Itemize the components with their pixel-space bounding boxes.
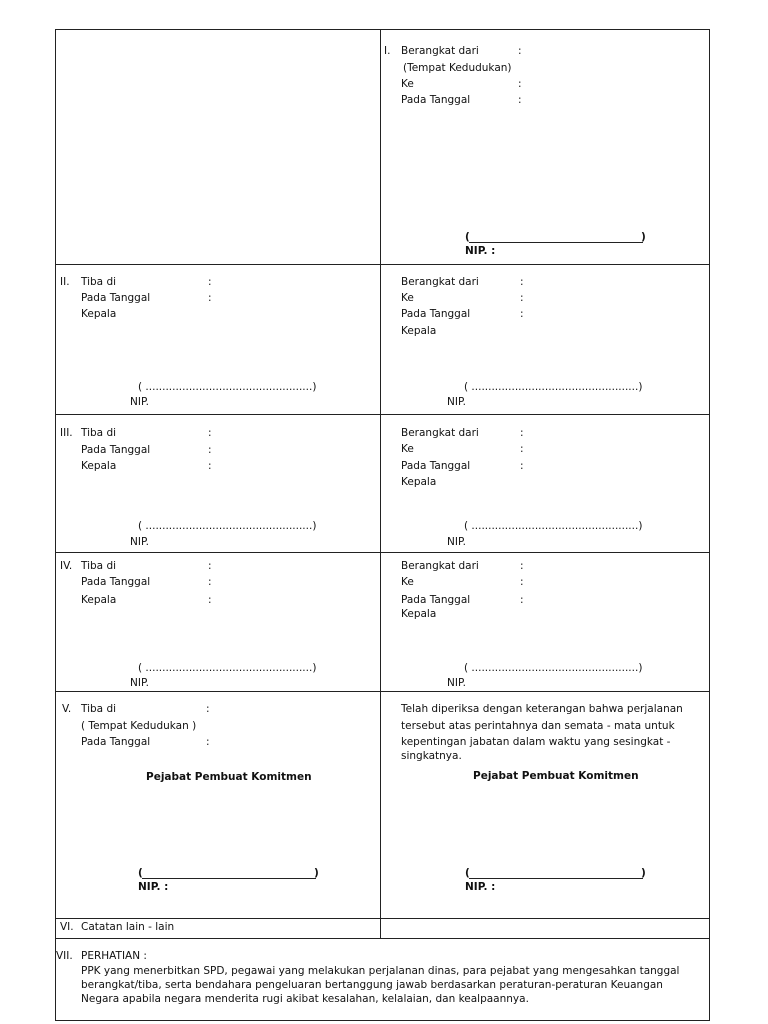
ke-label: Ke: [401, 292, 414, 304]
tanggal-label: Pada Tanggal: [81, 292, 151, 304]
tanggal-label: Pada Tanggal: [401, 594, 471, 606]
section-number: VII.: [56, 950, 73, 962]
nip-label: NIP. :: [465, 881, 496, 893]
catatan-label: Catatan lain - lain: [81, 921, 175, 933]
verification-text-line: kepentingan jabatan dalam waktu yang sesingkat -: [401, 736, 671, 748]
berangkat-label: Berangkat dari: [401, 45, 479, 57]
colon: :: [208, 427, 212, 439]
colon: :: [520, 460, 524, 472]
nip-label: NIP.: [447, 396, 466, 408]
colon: :: [208, 594, 212, 606]
kepala-label: Kepala: [401, 608, 437, 620]
signature-dots: ( ..................................................): [138, 381, 317, 393]
colon: :: [520, 292, 524, 304]
berangkat-label: Berangkat dari: [401, 276, 479, 288]
section-number: V.: [62, 703, 72, 715]
signature-dots: ( ..................................................): [464, 662, 643, 674]
colon: :: [520, 594, 524, 606]
notice-text-line: PPK yang menerbitkan SPD, pegawai yang melakukan perjalanan dinas, para pejabat yang mengesahkan tanggal: [81, 965, 680, 977]
verification-text-line: singkatnya.: [401, 750, 462, 762]
signature-close-paren: ): [314, 867, 319, 879]
signature-dots: ( ..................................................): [464, 520, 643, 532]
tanggal-label: Pada Tanggal: [81, 736, 151, 748]
nip-label: NIP.: [130, 396, 149, 408]
tiba-label: Tiba di: [81, 276, 117, 288]
nip-label: NIP.: [130, 677, 149, 689]
colon: :: [520, 276, 524, 288]
perhatian-label: PERHATIAN :: [81, 950, 147, 962]
signature-open-paren: (: [138, 867, 143, 879]
berangkat-label: Berangkat dari: [401, 427, 479, 439]
nip-label: NIP. :: [465, 245, 496, 257]
tiba-label: Tiba di: [81, 427, 117, 439]
tanggal-label: Pada Tanggal: [401, 460, 471, 472]
nip-label: NIP.: [447, 536, 466, 548]
row-divider: [56, 552, 709, 553]
colon: :: [208, 276, 212, 288]
row-divider: [56, 691, 709, 692]
signature-close-paren: ): [641, 867, 646, 879]
kepala-label: Kepala: [401, 325, 437, 337]
kepala-label: Kepala: [81, 308, 117, 320]
signature-close-paren: ): [641, 231, 646, 243]
verification-text-line: Telah diperiksa dengan keterangan bahwa perjalanan: [401, 703, 683, 715]
colon: :: [520, 560, 524, 572]
signature-line: [469, 242, 643, 243]
signature-dots: ( ..................................................): [138, 662, 317, 674]
colon: :: [520, 427, 524, 439]
notice-text-line: Negara apabila negara menderita rugi akibat kesalahan, kelalaian, dan kealpaannya.: [81, 993, 529, 1005]
ke-label: Ke: [401, 78, 414, 90]
tanggal-label: Pada Tanggal: [81, 444, 151, 456]
tempat-kedudukan-label: ( Tempat Kedudukan ): [81, 720, 197, 732]
ke-label: Ke: [401, 576, 414, 588]
colon: :: [520, 308, 524, 320]
row-divider: [56, 938, 709, 939]
colon: :: [208, 576, 212, 588]
colon: :: [208, 560, 212, 572]
nip-label: NIP.: [130, 536, 149, 548]
signature-line: [142, 878, 316, 879]
section-number: II.: [60, 276, 70, 288]
signature-dots: ( ..................................................): [464, 381, 643, 393]
colon: :: [208, 444, 212, 456]
row-divider: [56, 264, 709, 265]
colon: :: [518, 45, 522, 57]
colon: :: [208, 292, 212, 304]
colon: :: [206, 736, 210, 748]
tiba-label: Tiba di: [81, 703, 117, 715]
tanggal-label: Pada Tanggal: [81, 576, 151, 588]
section-number: IV.: [60, 560, 73, 572]
ke-label: Ke: [401, 443, 414, 455]
kepala-label: Kepala: [81, 460, 117, 472]
row-divider: [56, 414, 709, 415]
nip-label: NIP. :: [138, 881, 169, 893]
ppk-title: Pejabat Pembuat Komitmen: [146, 771, 312, 783]
signature-line: [469, 878, 643, 879]
section-number: VI.: [60, 921, 74, 933]
column-divider: [380, 30, 381, 938]
tanggal-label: Pada Tanggal: [401, 94, 471, 106]
tiba-label: Tiba di: [81, 560, 117, 572]
kepala-label: Kepala: [401, 476, 437, 488]
colon: :: [208, 460, 212, 472]
section-number: III.: [60, 427, 73, 439]
colon: :: [520, 576, 524, 588]
spd-form-table: [55, 29, 710, 1021]
colon: :: [518, 94, 522, 106]
colon: :: [206, 703, 210, 715]
nip-label: NIP.: [447, 677, 466, 689]
signature-open-paren: (: [465, 867, 470, 879]
ppk-title: Pejabat Pembuat Komitmen: [473, 770, 639, 782]
colon: :: [520, 443, 524, 455]
colon: :: [518, 78, 522, 90]
kepala-label: Kepala: [81, 594, 117, 606]
signature-open-paren: (: [465, 231, 470, 243]
row-divider: [56, 918, 709, 919]
tempat-kedudukan-label: (Tempat Kedudukan): [403, 62, 512, 74]
section-number: I.: [384, 45, 391, 57]
berangkat-label: Berangkat dari: [401, 560, 479, 572]
verification-text-line: tersebut atas perintahnya dan semata - mata untuk: [401, 720, 675, 732]
notice-text-line: berangkat/tiba, serta bendahara pengeluaran bertanggung jawab berdasarkan peraturan-peraturan Keuangan: [81, 979, 663, 991]
tanggal-label: Pada Tanggal: [401, 308, 471, 320]
signature-dots: ( ..................................................): [138, 520, 317, 532]
